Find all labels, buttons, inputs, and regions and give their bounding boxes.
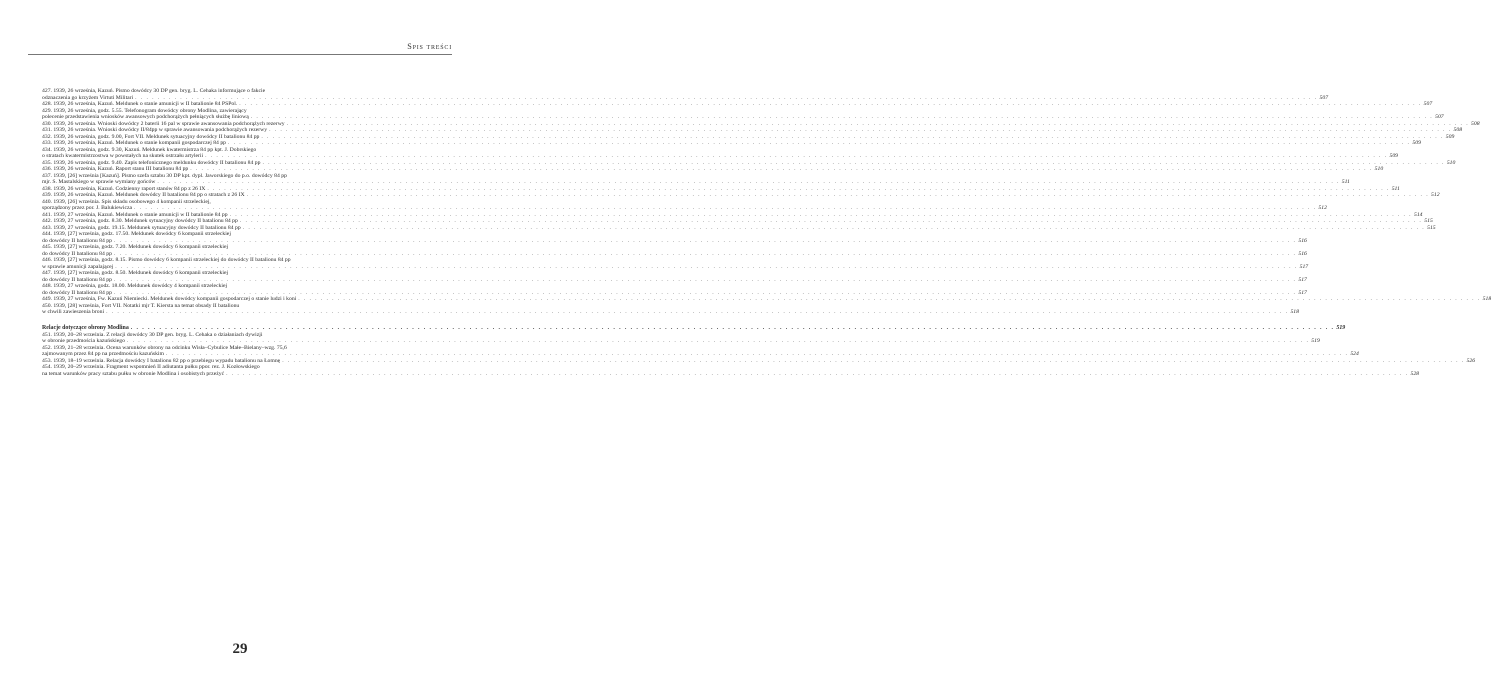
toc-entry-page: 511 xyxy=(1341,179,1350,185)
toc-entry-text: zajmowanym przez 84 pp na przedmościu kazuńskim xyxy=(42,351,164,357)
toc-entry[interactable] xyxy=(42,364,1420,377)
toc-entry-text: mjr. S. Mastalskiego w sprawie wymiany gońców xyxy=(42,179,156,185)
toc-entry-page: 508 xyxy=(1471,120,1480,127)
section-heading-page: 519 xyxy=(1336,324,1346,331)
toc-entry-page: 526 xyxy=(1466,357,1476,364)
dot-leader xyxy=(243,225,1425,232)
toc-entry-line xyxy=(42,309,1299,316)
toc-entry[interactable] xyxy=(42,302,1299,316)
dot-leader xyxy=(115,264,1297,271)
toc-entry-text: 452. 1939, 21–28 września. Ocena warunków obrony na odcinku Wisła–Cybulice Małe–Bielany–wzg. 75,6 xyxy=(42,344,287,351)
toc-entry-page: 510 xyxy=(1374,166,1384,172)
toc-entry-text: do dowódcy II batalionu 84 pp xyxy=(42,276,112,283)
toc-entry-text: 428. 1939, 26 września, Kazuń. Meldunek o stanie amunicji w II batalionie 84 PSPol. xyxy=(42,101,238,107)
toc-entry-page: 515 xyxy=(1424,218,1433,224)
toc-entry[interactable] xyxy=(42,270,1307,283)
toc-entry-page: 507 xyxy=(1435,114,1444,120)
header-rule xyxy=(28,54,452,55)
toc-entry-page: 509 xyxy=(1412,140,1421,146)
toc-entry-page: 528 xyxy=(1410,370,1420,377)
toc-entry[interactable] xyxy=(42,331,1320,345)
toc-entry-page: 517 xyxy=(1298,289,1307,296)
toc-entry-text: 439. 1939, 26 września, Kazuń. Meldunek dowódcy II batalionu 84 pp o stratach z 26 IX xyxy=(42,192,245,198)
toc-entry-text: 450. 1939, [28] września, Fort VII. Notatki mjr T. Kiersta na temat obsady II batalionu xyxy=(42,302,240,309)
dot-leader xyxy=(106,309,1288,316)
toc-entry-text: w obronie przedmościa kazuńskiego xyxy=(42,338,125,344)
toc-entry-text: 453. 1939, 18–19 września. Relacja dowódcy I batalionu 82 pp o przebiegu wypadu batalionu na Łomnę xyxy=(42,357,281,364)
toc-entry-page: 508 xyxy=(1453,127,1463,133)
toc-entry[interactable] xyxy=(42,283,1307,296)
dot-leader xyxy=(298,296,1480,303)
toc-entry-text: 438. 1939, 26 września, Kazuń. Codzienny raport stanów 84 pp z 26 IX xyxy=(42,185,206,192)
toc-entry-text: do dowódcy II batalionu 84 pp xyxy=(42,289,112,296)
toc-entry-text: odznaczenia go krzyżem Virtuti Militari xyxy=(42,94,134,101)
toc-entry-page: 516 xyxy=(1298,237,1307,244)
toc-entry-text: 434. 1939, 26 września, godz. 9.30, Kazuń. Meldunek kwatermistrza 84 pp kpt. J. Dobrskiego xyxy=(42,146,257,153)
toc-entry[interactable] xyxy=(42,198,1327,212)
toc-entry-text: 443. 1939, 27 września, godz. 19.15. Meldunek sytuacyjny dowódcy II batalionu 84 pp xyxy=(42,224,241,231)
toc-entry[interactable] xyxy=(42,88,1329,101)
toc-entry-page: 524 xyxy=(1350,351,1359,357)
dot-leader xyxy=(114,238,1296,245)
toc-entry-text: do dowódcy II batalionu 84 pp xyxy=(42,250,112,257)
toc-entry[interactable] xyxy=(42,107,1444,121)
running-header-title: Spis treści xyxy=(407,42,452,51)
toc-entry[interactable] xyxy=(42,146,1399,160)
toc-entry[interactable] xyxy=(42,257,1309,270)
toc-entry-page: 514 xyxy=(1413,211,1423,218)
toc-entry-text: 448. 1939, 27 września, godz. 18.00. Meldunek dowódcy 4 kompanii strzeleckiej xyxy=(42,283,228,289)
toc-entry-text: 440. 1939, [26] września. Spis składu osobowego 4 kompanii strzeleckiej, xyxy=(42,198,211,205)
dot-leader xyxy=(282,358,1464,365)
toc-entry-text: w sprawie amunicji zapalającej xyxy=(42,263,114,270)
toc-entry-text: 451. 1939, 20–28 września. Z relacji dowódcy 30 DP gen. bryg. L. Cehaka o działaniach dywizji xyxy=(42,331,263,338)
toc-entry-text: o stratach kwatermistrzostwa w powstałych na skutek ostrzału artylerii xyxy=(42,153,204,159)
toc-entry-page: 511 xyxy=(1391,185,1400,192)
toc-entry-text: 433. 1939, 26 września, Kazuń. Meldunek o stanie kompanii gospodarczej 84 pp xyxy=(42,140,227,146)
running-header xyxy=(407,42,452,51)
dot-leader xyxy=(228,140,1410,147)
toc-entry-page: 515 xyxy=(1427,224,1436,231)
toc-entry-text: w chwili zawieszenia broni xyxy=(42,309,105,315)
section-heading[interactable] xyxy=(42,324,1346,332)
toc-entry-page: 516 xyxy=(1298,250,1307,257)
toc-entry-line xyxy=(42,370,1420,378)
toc-entry[interactable] xyxy=(42,231,1307,244)
toc-entry-text: 442. 1939, 27 września, godz. 8.30. Meldunek sytuacyjny dowódcy II batalionu 84 pp xyxy=(42,218,238,224)
toc-entry-text: do dowódcy II batalionu 84 pp xyxy=(42,237,112,244)
toc-entry-text: 437. 1939, [26] września [Kazuń]. Pismo szefa sztabu 30 DP kpt. dypl. Jaworskiego do p.o. dowódcy 84 pp xyxy=(42,172,287,179)
toc-entry-text: 447. 1939, [27] września, godz. 8.50. Meldunek dowódcy 6 kompanii strzeleckiej xyxy=(42,270,229,276)
toc-entry-text: 445. 1939, [27] września, godz. 7.20. Meldunek dowódcy 6 kompanii strzeleckiej xyxy=(42,244,229,250)
dot-leader xyxy=(239,101,1421,108)
toc-entry[interactable] xyxy=(42,244,1307,257)
toc-entry-text: 435. 1939, 26 września, godz. 9.40. Zapis telefonicznego meldunku dowódcy II batalionu 84 pp xyxy=(42,159,261,166)
page-number: 29 xyxy=(232,641,248,657)
section-heading-text: Relacje dotyczące obrony Modlina xyxy=(42,324,129,331)
toc-entry-text: 427. 1939, 26 września, Kazuń. Pismo dowódcy 30 DP gen. bryg. L. Cehaka informujące o fakcie xyxy=(42,88,266,94)
toc-entry-text: na temat warunków pracy sztabu pułku w obronie Modlina i osobistych przeżyć xyxy=(42,370,225,377)
dot-leader xyxy=(127,338,1309,345)
dot-leader xyxy=(131,325,1335,332)
toc-entry[interactable] xyxy=(42,344,1359,358)
toc-entry-page: 507 xyxy=(1423,101,1433,107)
toc-entry-page: 509 xyxy=(1445,133,1455,140)
table-of-contents xyxy=(42,88,1491,377)
toc-entry-text: 446. 1939, [27] września, godz. 8.15. Pismo dowódcy 6 kompanii strzeleckiej do dowódcy II batalionu 84 pp xyxy=(42,257,291,263)
toc-entry-text: 431. 1939, 26 września. Wnioski dowódcy II/84pp w sprawie awansowania podchorążych rezerwy xyxy=(42,127,268,133)
toc-entry-page: 517 xyxy=(1298,276,1307,283)
toc-entry-text: 432. 1939, 26 września, godz. 9.00, Fort VII. Meldunek sytuacyjny dowódcy II batalionu 84 pp xyxy=(42,133,260,140)
toc-entry-page: 509 xyxy=(1389,153,1399,159)
toc-entry-text: 430. 1939, 26 września. Wnioski dowódcy 2 baterii 16 pal w sprawie awansowania podchorążych rezerwy xyxy=(42,120,285,127)
dot-leader xyxy=(190,166,1372,173)
toc-entry-text: 429. 1939, 26 września, godz. 5.55. Telefonogram dowódcy obrony Modlina, zawierający xyxy=(42,107,247,114)
dot-leader xyxy=(226,371,1408,378)
toc-entry-page: 518 xyxy=(1290,309,1299,315)
dot-leader xyxy=(247,192,1429,199)
toc-entry-page: 512 xyxy=(1431,192,1440,198)
toc-entry[interactable] xyxy=(42,172,1350,186)
toc-entry-page: 510 xyxy=(1446,159,1456,166)
toc-entry-page: 519 xyxy=(1311,338,1320,344)
toc-entry-text: polecenie przedstawienia wniosków awansowych podchorążych pełniących służbę liniową xyxy=(42,114,249,120)
toc-entry-page: 512 xyxy=(1318,205,1327,211)
toc-entry-page: 518 xyxy=(1482,296,1491,302)
toc-entry-text: 444. 1939, [27] września, godz. 17.50. Meldunek dowódcy 6 kompanii strzeleckiej xyxy=(42,231,231,237)
toc-entry-text: 449. 1939, 27 września, Fw. Kazuń Niemiecki. Meldunek dowódcy kompanii gospodarczej o stanie ludzi i koni xyxy=(42,296,297,302)
dot-leader xyxy=(114,251,1296,258)
dot-leader xyxy=(114,277,1296,284)
toc-entry-text: 441. 1939, 27 września, Kazuń. Meldunek o stanie amunicji w II batalionie 84 pp xyxy=(42,211,228,218)
toc-entry-page: 517 xyxy=(1299,263,1309,270)
toc-entry-page: 507 xyxy=(1319,94,1329,101)
toc-entry-text: 436. 1939, 26 września, Kazuń. Raport stanu III batalionu 84 pp xyxy=(42,166,189,172)
toc-entry-text: 454. 1939, 20–29 września. Fragment wspomnień II adiutanta pułku ppor. rez. J. Kozłowskiego xyxy=(42,364,260,370)
toc-entry-text: sporządzony przez por. J. Balukiewicza xyxy=(42,205,133,211)
